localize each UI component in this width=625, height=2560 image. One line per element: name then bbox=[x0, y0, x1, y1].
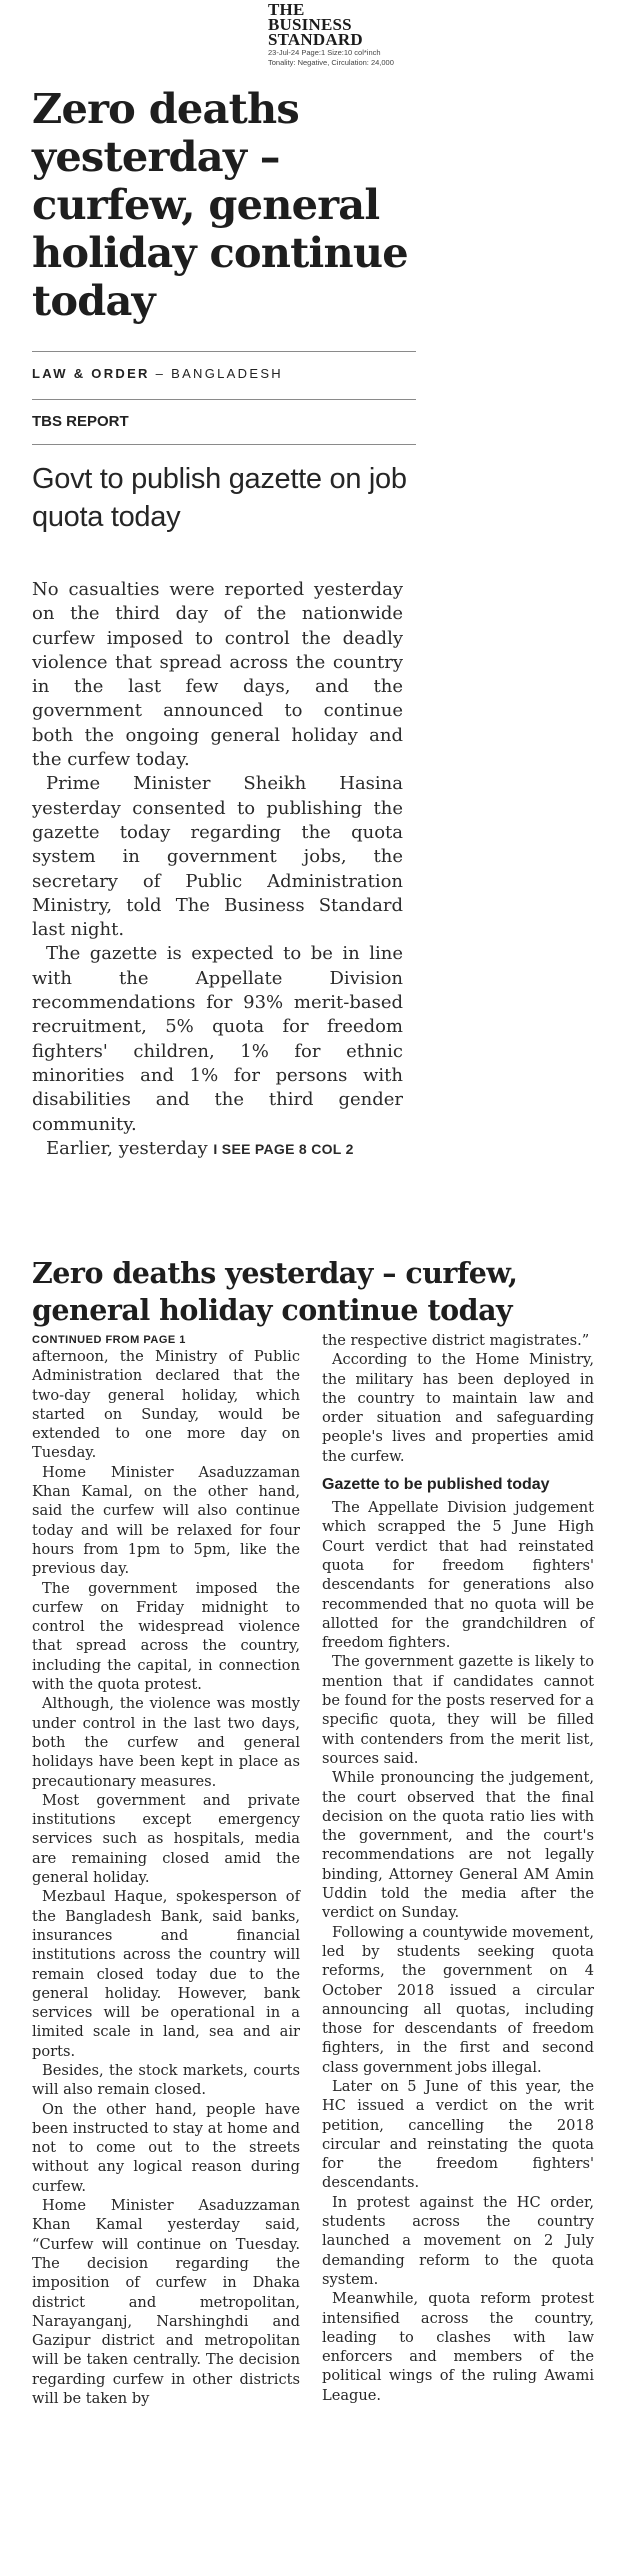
masthead-line-2: BUSINESS bbox=[268, 15, 352, 34]
sub-headline: Govt to publish gazette on job quota today bbox=[32, 463, 407, 533]
column-paragraph: Later on 5 June of this year, the HC issued a verdict on the writ petition, cancelling the 2018 circular and reinstating the quota for the freedom fighters' descendants. bbox=[322, 2077, 594, 2192]
section-secondary: – BANGLADESH bbox=[155, 366, 283, 381]
body-last-line bbox=[32, 1137, 403, 1161]
column-paragraph: afternoon, the Ministry of Public Administration declared that the two-day general holiday, which started on Sunday, would be extended to one more day on Tuesday. bbox=[32, 1348, 300, 1462]
column-paragraph: Meanwhile, quota reform protest intensified across the country, leading to clashes with law enforcers and members of the political wings of the ruling Awami League. bbox=[322, 2290, 594, 2404]
column-paragraph: The government gazette is likely to mention that if candidates cannot be found for the posts reserved for a specific quota, they will be filled with contenders from the merit list, sources said. bbox=[322, 1653, 594, 1767]
divider bbox=[32, 399, 416, 400]
column-paragraph: On the other hand, people have been instructed to stay at home and not to come out to the streets without any logical reason during curfew. bbox=[32, 2100, 300, 2195]
front-page-clipping bbox=[0, 0, 625, 1230]
byline: TBS REPORT bbox=[32, 413, 129, 430]
body-paragraph: No casualties were reported yesterday on the third day of the nationwide curfew imposed to control the deadly violence that spread across the country in the last few days, and the government announced to continue both the ongoing general holiday and the curfew today. bbox=[32, 579, 403, 771]
main-headline: Zero deaths yesterday – curfew, general holiday continue today bbox=[32, 84, 408, 325]
masthead-line-1: THE bbox=[268, 0, 305, 19]
column-subheading: Gazette to be published today bbox=[322, 1476, 550, 1494]
column-paragraph: Although, the violence was mostly under control in the last two days, both the curfew and general holidays have been kept in place as precautionary measures. bbox=[32, 1695, 300, 1790]
column-paragraph: the respective district magistrates.” bbox=[322, 1332, 590, 1349]
column-paragraph: Most government and private institutions except emergency services such as hospitals, media are remaining closed amid the general holiday. bbox=[32, 1791, 300, 1887]
column-paragraph: According to the Home Ministry, the military has been deployed in the country to maintain law and order situation and safeguarding people's lives and properties amid the curfew. bbox=[322, 1351, 594, 1465]
divider bbox=[32, 444, 416, 445]
section-label bbox=[32, 366, 283, 381]
article-body bbox=[32, 578, 403, 1161]
column-paragraph: The Appellate Division judgement which scrapped the 5 June High Court verdict that had reinstated quota for freedom fighters' descendants for generations also recommended that no quota will be allotted for the grandchildren of freedom fighters. bbox=[322, 1499, 594, 1652]
masthead-line-3: STANDARD bbox=[268, 30, 363, 49]
column-paragraph: Mezbaul Haque, spokesperson of the Bangladesh Bank, said banks, insurances and financial institutions across the country will remain closed today due to the general holiday. However, bank services will be operational in a limited scale in land, sea and air ports. bbox=[32, 1888, 300, 2060]
column-paragraph: Home Minister Asaduzzaman Khan Kamal, on the other hand, said the curfew will also continue today and will be relaxed for four hours from 1pm to 5pm, like the previous day. bbox=[32, 1463, 300, 1578]
column-paragraph: Following a countywide movement, led by students seeking quota reforms, the government on 4 October 2018 issued a circular announcing all quotas, including those for descendants of freedom fighters, in the first and second class government jobs illegal. bbox=[322, 1923, 594, 2076]
clipping-metadata-1: 23-Jul-24 Page:1 Size:10 col*inch bbox=[268, 48, 381, 57]
column-paragraph: In protest against the HC order, students across the country launched a movement on 2 July demanding reform to the quota system. bbox=[322, 2193, 594, 2288]
body-paragraph: Prime Minister Sheikh Hasina yesterday consented to publishing the gazette today regarding the quota system in government jobs, the secretary of Public Administration Ministry, told The Business Standard last night. bbox=[32, 773, 403, 941]
column-paragraph: While pronouncing the judgement, the court observed that the final decision on the quota ratio lies with the government, and the court's recommendations are not legally binding, Attorney General AM Amin Uddin told the media after the verdict on Sunday. bbox=[322, 1769, 594, 1922]
continuation-column-1 bbox=[32, 1347, 300, 2408]
continuation-headline: Zero deaths yesterday – curfew, general holiday continue today bbox=[32, 1256, 518, 1327]
clipping-metadata-2: Tonality: Negative, Circulation: 24,000 bbox=[268, 58, 394, 67]
column-paragraph: Besides, the stock markets, courts will also remain closed. bbox=[32, 2061, 300, 2099]
divider bbox=[32, 351, 416, 352]
masthead-logo bbox=[268, 2, 468, 67]
section-primary: LAW & ORDER bbox=[32, 366, 150, 381]
continuation-column-2 bbox=[322, 1331, 594, 2405]
jump-reference: I SEE PAGE 8 COL 2 bbox=[213, 1140, 354, 1157]
last-line-text: Earlier, yesterday bbox=[46, 1137, 208, 1159]
column-paragraph: The government imposed the curfew on Friday midnight to control the widespread violence that spread across the country, including the capital, in connection with the quota protest. bbox=[32, 1579, 300, 1694]
column-paragraph: Home Minister Asaduzzaman Khan Kamal yesterday said, “Curfew will continue on Tuesday. The decision regarding the imposition of curfew in Dhaka district and metropolitan, Narayanganj, Narshinghdi and Gazipur district and metropolitan will be taken centrally. The decision regarding curfew in other districts will be taken by bbox=[32, 2197, 300, 2408]
body-paragraph: The gazette is expected to be in line with the Appellate Division recommendations for 93% merit-based recruitment, 5% quota for freedom fighters' children, 1% for ethnic minorities and 1% for persons with disabilities and the third gender community. bbox=[32, 943, 403, 1135]
continued-label: CONTINUED FROM PAGE 1 bbox=[32, 1334, 186, 1346]
